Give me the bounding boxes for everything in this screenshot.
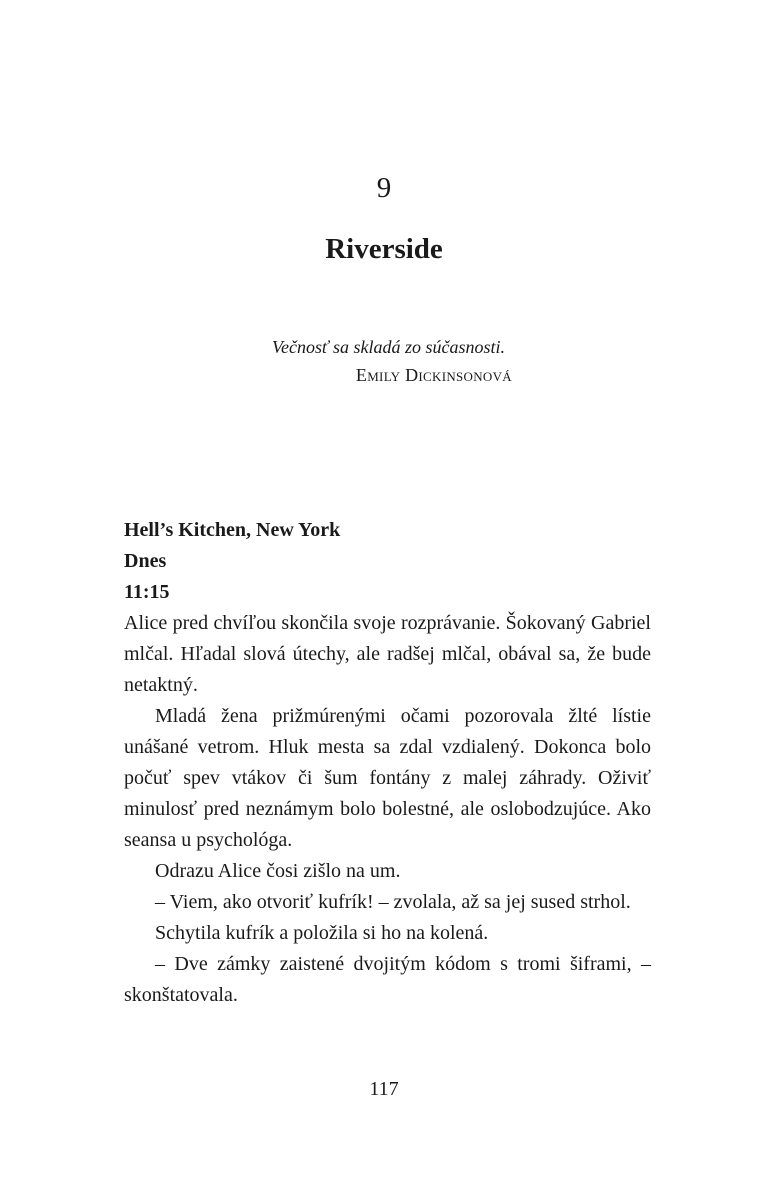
chapter-number: 9 xyxy=(376,172,392,204)
scene-time: 11:15 xyxy=(124,581,170,603)
scene-place: Hell’s Kitchen, New York xyxy=(124,519,341,541)
epigraph xyxy=(272,333,512,389)
main-text xyxy=(124,515,651,1011)
paragraph: Odrazu Alice čosi zišlo na um. xyxy=(155,860,401,882)
scene-day: Dnes xyxy=(124,550,167,572)
epigraph-author: Emily Dickinsonová xyxy=(355,365,512,385)
paragraph: Alice pred chvíľou skončila svoje rozprávanie. Šokovaný Gabriel mlčal. Hľadal slová útechy, ale radšej mlčal, obával sa, že bude netaktný. xyxy=(124,612,651,696)
chapter-title: Riverside xyxy=(325,233,443,265)
paragraph: – Viem, ako otvoriť kufrík! – zvolala, až sa jej sused strhol. xyxy=(155,891,631,913)
epigraph-quote: Večnosť sa skladá zo súčasnosti. xyxy=(272,337,506,357)
page-number: 117 xyxy=(369,1078,399,1100)
paragraph: – Dve zámky zaistené dvojitým kódom s tromi šiframi, – skonštatovala. xyxy=(124,953,651,1006)
paragraph: Mladá žena prižmúrenými očami pozorovala žlté lístie unášané vetrom. Hluk mesta sa zdal vzdialený. Dokonca bolo počuť spev vtákov či šum fontány z malej záhrady. Oživiť minulosť pred neznámym bolo bolestné, ale oslobodzujúce. Ako seansa u psychológa. xyxy=(124,705,651,851)
paragraph: Schytila kufrík a položila si ho na kolená. xyxy=(155,922,489,944)
